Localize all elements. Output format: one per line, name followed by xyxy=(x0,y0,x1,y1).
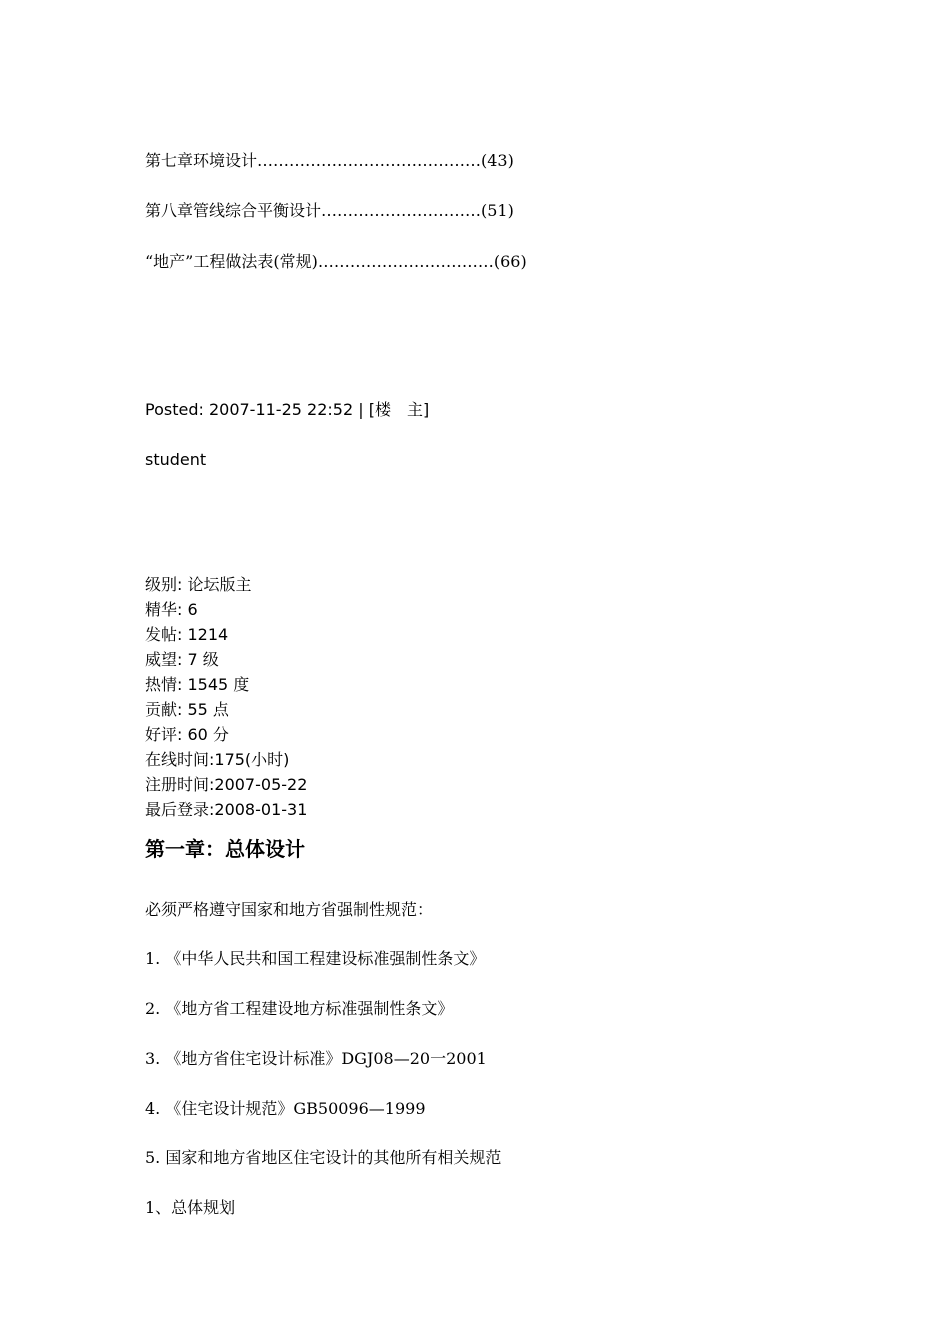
chapter-title: 第一章：总体设计 xyxy=(145,837,305,861)
chapter-intro: 必须严格遵守国家和地方省强制性规范： xyxy=(145,900,434,919)
profile-online-time: 在线时间:175(小时) xyxy=(145,750,290,769)
list-item: 5. 国家和地方省地区住宅设计的其他所有相关规范 xyxy=(145,1148,502,1167)
profile-essence: 精华: 6 xyxy=(145,600,198,619)
list-item: 1. 《中华人民共和国工程建设标准强制性条文》 xyxy=(145,949,486,968)
list-item: 4. 《住宅设计规范》GB50096—1999 xyxy=(145,1099,426,1118)
profile-level: 级别: 论坛版主 xyxy=(145,575,252,594)
profile-posts: 发帖: 1214 xyxy=(145,625,229,644)
profile-rating: 好评: 60 分 xyxy=(145,725,229,744)
profile-registered: 注册时间:2007-05-22 xyxy=(145,775,308,794)
post-author: student xyxy=(145,450,207,469)
toc-entry-practice-table: “地产”工程做法表(常规)……………………………(66) xyxy=(145,252,527,271)
toc-entry-chapter-8: 第八章管线综合平衡设计…………………………(51) xyxy=(145,201,514,220)
list-item: 3. 《地方省住宅设计标准》DGJ08—20一2001 xyxy=(145,1049,487,1068)
section-heading: 1、总体规划 xyxy=(145,1198,236,1217)
profile-contribution: 贡献: 55 点 xyxy=(145,700,229,719)
list-item: 2. 《地方省工程建设地方标准强制性条文》 xyxy=(145,999,454,1018)
toc-entry-chapter-7: 第七章环境设计……………………………………(43) xyxy=(145,151,514,170)
profile-prestige: 威望: 7 级 xyxy=(145,650,219,669)
profile-last-login: 最后登录:2008-01-31 xyxy=(145,800,308,819)
post-meta: Posted: 2007-11-25 22:52 | [楼 主] xyxy=(145,400,430,419)
profile-enthusiasm: 热情: 1545 度 xyxy=(145,675,250,694)
